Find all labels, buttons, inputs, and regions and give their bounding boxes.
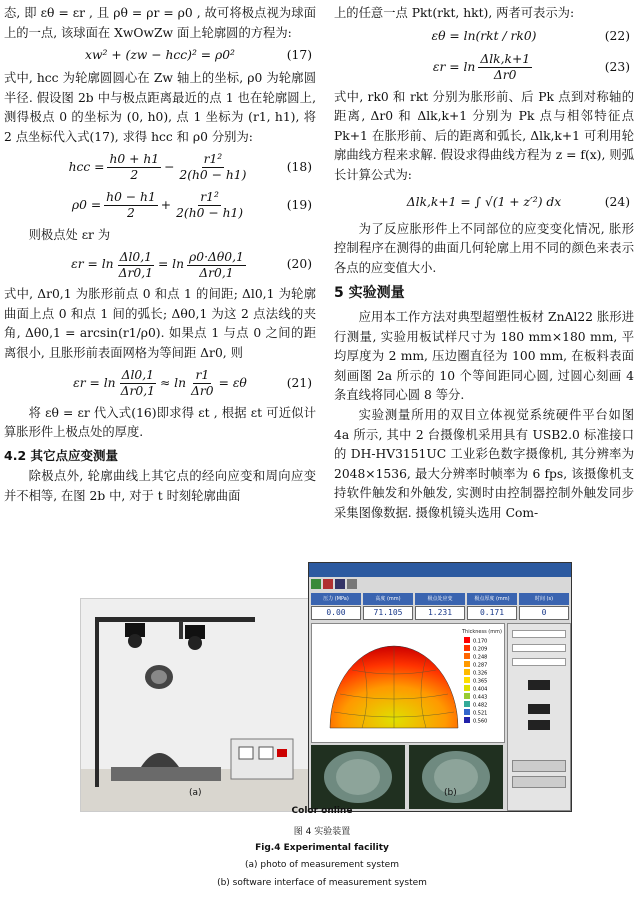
- legend-swatch: [464, 661, 470, 667]
- readout-value: 1.231: [415, 606, 465, 620]
- equation-22: εθ = ln(rkt / rk0) (22): [431, 28, 630, 43]
- control-field[interactable]: [512, 644, 566, 652]
- legend-swatch: [464, 701, 470, 707]
- view-button[interactable]: [528, 704, 550, 714]
- toolbar-icon[interactable]: [335, 579, 345, 589]
- equation-19: ρ0 = $\frac{h0 - h1}{2}$ + $\frac{\text{r1²}}{2(h0 - h1)}$ (19): [71, 190, 312, 221]
- control-field[interactable]: [512, 658, 566, 666]
- color-online-note: Color online: [291, 806, 353, 816]
- figure-caption-en: Fig.4 Experimental facility: [255, 843, 389, 853]
- right-column: [334, 4, 634, 523]
- readout-header: 极点处应变: [415, 593, 465, 605]
- action-button[interactable]: [512, 776, 566, 788]
- legend-swatch: [464, 637, 470, 643]
- toolbar-icon[interactable]: [347, 579, 357, 589]
- control-panel: [507, 623, 571, 811]
- view-button[interactable]: [528, 680, 550, 690]
- app-title-bar: [309, 563, 571, 577]
- paragraph: 上的任意一点 Pkt(rkt, hkt), 两者可表示为:: [334, 6, 575, 20]
- figure-caption-cn: 图 4 实验装置: [293, 827, 351, 837]
- measurement-system-photo: [80, 598, 314, 812]
- legend-swatch: [464, 717, 470, 723]
- readout-value: 0: [519, 606, 569, 620]
- section-heading: 4.2 其它点应变测量: [4, 447, 118, 463]
- left-column: [4, 4, 316, 507]
- equation-21: εr = ln $\frac{\Delta l0,1}{\Delta r0,1}$ ≈ ln $\frac{r1}{\Delta r0}$ = εθ (21): [73, 368, 312, 399]
- paragraph: 态, 即 εθ = εr , 且 ρθ = ρr = ρ0 , 故可将极点视为球面上的一点, 该球面在 XwOwZw 面上轮廓圆的方程为:: [4, 6, 316, 40]
- readout-headers: [311, 593, 569, 605]
- readout-value: 0.171: [467, 606, 517, 620]
- readout-header: 时间 (s): [519, 593, 569, 605]
- legend-label: 0.560: [473, 718, 488, 725]
- thickness-3d-view: [311, 623, 505, 743]
- equation-18: hcc = $\frac{h0 + h1}{2}$ − $\frac{\text{r1²}}{2(h0 - h1)}$ (18): [68, 152, 312, 183]
- legend-label: 0.326: [473, 670, 488, 677]
- legend-title: Thickness (mm): [462, 629, 502, 635]
- toolbar-icon[interactable]: [311, 579, 321, 589]
- legend-label: 0.365: [473, 678, 488, 685]
- legend-label: 0.443: [473, 694, 488, 701]
- equation-20: εr = ln $\frac{\Delta l0,1}{\Delta r0,1}$ = ln $\frac{\rho 0\cdot\Delta\theta 0,1}{\Delta r0,1}$ (20): [71, 249, 312, 280]
- subcaption-a: (a) photo of measurement system: [245, 860, 399, 870]
- control-field[interactable]: [512, 630, 566, 638]
- paragraph: 应用本工作方法对典型超塑性板材 ZnAl22 胀形进行测量, 实验用板试样尺寸为 180 mm×180 mm, 平均厚度为 2 mm, 压边圈直径为 100 mm, 在板料表面刻画图 2a 所示的 10 个等间距同心圆, 过圆心刻画 4 条直线将同心圆 8 等分.: [334, 309, 634, 403]
- legend-label: 0.170: [473, 638, 488, 645]
- legend-label: 0.209: [473, 646, 488, 653]
- toolbar-icon[interactable]: [323, 579, 333, 589]
- legend-label: 0.521: [473, 710, 488, 717]
- equation-24: Δlk,k+1 = ∫ √(1 + z′²) dx (24): [406, 194, 630, 209]
- software-interface: [308, 562, 572, 812]
- legend-label: 0.482: [473, 702, 488, 709]
- readout-values: [311, 606, 569, 620]
- legend-swatch: [464, 693, 470, 699]
- paragraph: 式中, hcc 为轮廓圆圆心在 Zw 轴上的坐标, ρ0 为轮廓圆半径. 假设图 2b 中与极点距离最近的点 1 也在轮廓圆上, 测得极点 0 的坐标为 (0, h0), 点 1 坐标为 (r1, h1), 将 2 点坐标代入式(17), 求得 hcc 和 ρ0 分别为:: [4, 71, 316, 144]
- legend-label: 0.248: [473, 654, 488, 661]
- paragraph: 除极点外, 轮廓曲线上其它点的经向应变和周向应变并不相等, 在图 2b 中, 对于 t 时刻轮廓曲面: [4, 469, 316, 503]
- camera-view-right: [409, 745, 503, 809]
- legend-swatch: [464, 645, 470, 651]
- readout-value: 71.105: [363, 606, 413, 620]
- paragraph: 式中, Δr0,1 为胀形前点 0 和点 1 的间距; Δl0,1 为轮廓曲面上点 0 和点 1 间的弧长; Δθ0,1 为这 2 点法线的夹角, Δθ0,1 = arcsin(r1/ρ0). 如果点 1 与点 0 之间的距离很小, 且胀形前表面网格为等间距 Δr0, 则: [4, 287, 316, 360]
- figure-4: [0, 562, 644, 802]
- readout-header: 高度 (mm): [363, 593, 413, 605]
- legend-swatch: [464, 685, 470, 691]
- action-button[interactable]: [512, 760, 566, 772]
- toolbar: [311, 579, 569, 591]
- camera-view-left: [311, 745, 405, 809]
- legend-swatch: [464, 653, 470, 659]
- apparatus-illustration: [81, 599, 313, 811]
- paragraph: 实验测量所用的双目立体视觉系统硬件平台如图 4a 所示, 其中 2 台摄像机采用具有 USB2.0 标准接口的 DH-HV3151UC 工业彩色数字摄像机, 其分辨率为 2048×1536, 最大分辨率时帧率为 6 fps, 该摄像机支持软件触发和外触发, 实测时由控制器控制外触发同步采集图像数据. 摄像机镜头选用 Com-: [334, 407, 634, 520]
- equation-23: εr = ln $\frac{\text{Δlk,k+1}}{\Delta r0}$ (23): [432, 52, 630, 83]
- legend-swatch: [464, 669, 470, 675]
- section-heading: 5 实验测量: [334, 285, 405, 302]
- readout-value: 0.00: [311, 606, 361, 620]
- legend-swatch: [464, 677, 470, 683]
- readout-header: 极点厚度 (mm): [467, 593, 517, 605]
- legend-swatch: [464, 709, 470, 715]
- view-button[interactable]: [528, 720, 550, 730]
- paragraph: 将 εθ = εr 代入式(16)即求得 εt , 根据 εt 可近似计算胀形件上极点处的厚度.: [4, 405, 316, 440]
- legend-label: 0.404: [473, 686, 488, 693]
- legend-label: 0.287: [473, 662, 488, 669]
- paragraph: 则极点处 εr 为: [28, 227, 111, 242]
- subfigure-label-a: (a): [189, 788, 202, 798]
- equation-17: xw² + (zw − hcc)² = ρ0² (17): [85, 48, 312, 63]
- subcaption-b: (b) software interface of measurement system: [217, 878, 427, 888]
- paragraph: 式中, rk0 和 rkt 分别为胀形前、后 Pk 点到对称轴的距离, Δr0 和 Δlk,k+1 分别为 Pk 点与相邻特征点 Pk+1 在胀形前、后的距离和弧长, Δlk,k+1 可利用轮廓曲线方程来求解. 假设求得曲线方程为 z = f(x), 则弧长计算公式为:: [334, 89, 634, 182]
- readout-header: 压力 (MPa): [311, 593, 361, 605]
- subfigure-label-b: (b): [444, 788, 457, 798]
- paragraph: 为了反应胀形件上不同部位的应变变化情况, 胀形控制程序在测得的曲面几何轮廓上用不同的颜色来表示各点的应变值大小.: [334, 221, 634, 275]
